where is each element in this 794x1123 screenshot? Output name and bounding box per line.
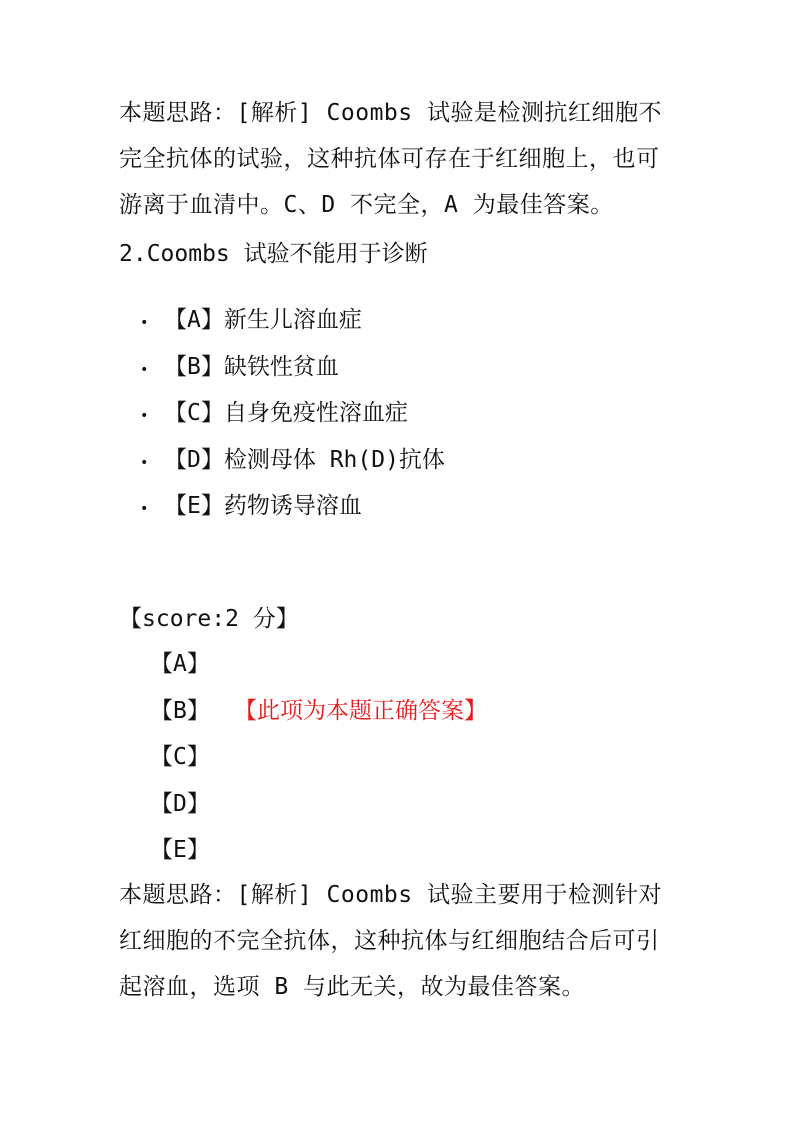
bullet-icon: • (140, 454, 149, 471)
option-item-c (140, 390, 445, 437)
bullet-icon: • (140, 361, 149, 378)
option-item-a (140, 297, 445, 344)
answer-list (150, 641, 487, 874)
answer-explanation: 本题思路：[解析] Coombs 试验主要用于检测针对红细胞的不完全抗体，这种抗体与红细胞结合后可引起溶血，选项 B 与此无关，故为最佳答案。 (119, 882, 662, 1000)
previous-explanation: 本题思路：[解析] Coombs 试验是检测抗红细胞不完全抗体的试验，这种抗体可存在于红细胞上，也可游离于血清中。C、D 不完全，A 为最佳答案。 (119, 100, 662, 218)
answer-row-c (150, 734, 487, 781)
answer-row-a (150, 641, 487, 688)
option-text: 【D】检测母体 Rh(D)抗体 (164, 446, 445, 473)
bullet-icon: • (140, 408, 149, 425)
bullet-icon: • (140, 315, 149, 332)
bullet-icon: • (140, 501, 149, 518)
answer-row-b (150, 688, 487, 735)
option-text: 【A】新生儿溶血症 (164, 307, 362, 334)
answer-row-e (150, 827, 487, 874)
option-text: 【E】药物诱导溶血 (164, 493, 362, 520)
option-item-b (140, 344, 445, 391)
answer-label: 【E】 (150, 837, 210, 863)
answer-label: 【B】 (150, 697, 210, 724)
option-item-e (140, 483, 445, 530)
option-text: 【B】缺铁性贫血 (164, 353, 339, 380)
option-text: 【C】自身免疫性溶血症 (164, 400, 408, 427)
correct-answer-mark: 【此项为本题正确答案】 (234, 697, 487, 724)
score-label: 【score:2 分】 (119, 606, 299, 632)
answer-label: 【C】 (150, 744, 210, 770)
answer-label: 【A】 (150, 651, 210, 677)
option-item-d (140, 437, 445, 484)
answer-label: 【D】 (150, 790, 210, 817)
answer-row-d (150, 781, 487, 828)
option-list (140, 297, 445, 530)
question-text: 2.Coombs 试验不能用于诊断 (119, 241, 428, 267)
